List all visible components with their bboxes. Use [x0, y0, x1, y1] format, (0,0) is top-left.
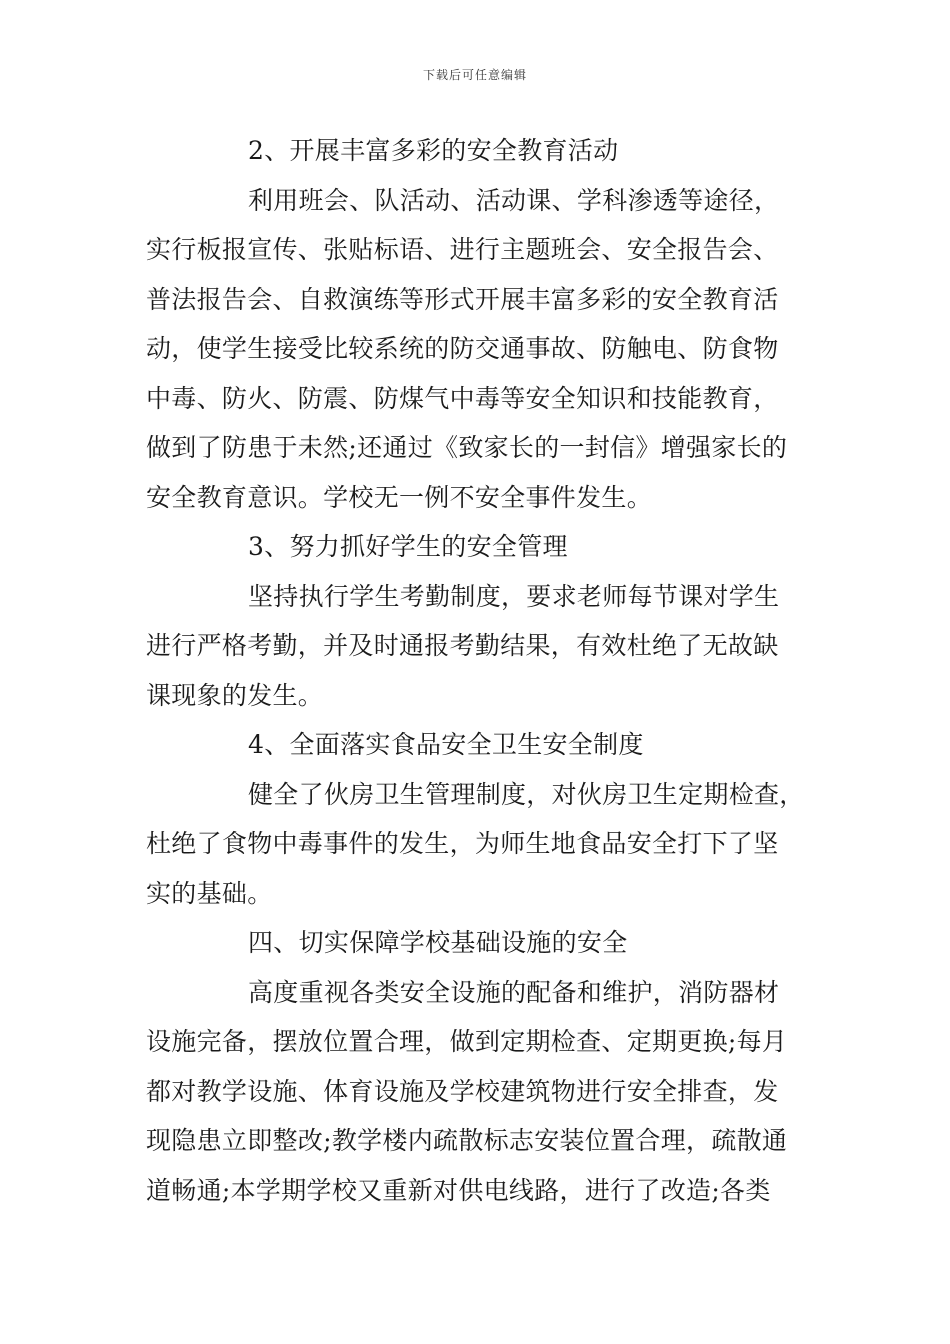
paragraph-line: 杜绝了食物中毒事件的发生，为师生地食品安全打下了坚 [146, 829, 779, 858]
paragraph-line: 道畅通;本学期学校又重新对供电线路，进行了改造;各类 [146, 1175, 771, 1205]
paragraph-line: 现隐患立即整改;教学楼内疏散标志安装位置合理，疏散通 [146, 1126, 788, 1155]
paragraph-line: 课现象的发生。 [146, 680, 324, 710]
page-header: 下载后可任意编辑 [422, 68, 527, 82]
paragraph-line: 做到了防患于未然;还通过《致家长的一封信》增强家长的 [146, 433, 788, 462]
paragraph-line: 安全教育意识。学校无一例不安全事件发生。 [146, 482, 653, 512]
paragraph-line: 中毒、防火、防震、防煤气中毒等安全知识和技能教育， [146, 383, 779, 413]
section-heading-3: 3、努力抓好学生的安全管理 [248, 532, 568, 561]
paragraph-line: 设施完备，摆放位置合理，做到定期检查、定期更换;每月 [146, 1027, 788, 1056]
document-body [146, 126, 808, 1215]
paragraph-line: 都对教学设施、体育设施及学校建筑物进行安全排查，发 [146, 1076, 779, 1106]
paragraph-line: 利用班会、队活动、活动课、学科渗透等途径， [248, 185, 780, 215]
paragraph-line: 坚持执行学生考勤制度，要求老师每节课对学生 [248, 581, 780, 611]
paragraph-line: 实的基础。 [146, 878, 273, 908]
section-heading-2: 2、开展丰富多彩的安全教育活动 [248, 136, 619, 165]
paragraph-line: 实行板报宣传、张贴标语、进行主题班会、安全报告会、 [146, 235, 779, 264]
section-heading-four: 四、切实保障学校基础设施的安全 [248, 928, 628, 957]
paragraph-line: 健全了伙房卫生管理制度，对伙房卫生定期检查， [248, 779, 805, 809]
section-heading-4: 4、全面落实食品安全卫生安全制度 [248, 730, 644, 759]
paragraph-line: 进行严格考勤，并及时通报考勤结果，有效杜绝了无故缺 [146, 631, 779, 660]
paragraph-line: 动，使学生接受比较系统的防交通事故、防触电、防食物 [146, 334, 779, 363]
paragraph-line: 普法报告会、自救演练等形式开展丰富多彩的安全教育活 [146, 284, 779, 314]
paragraph-line: 高度重视各类安全设施的配备和维护，消防器材 [248, 977, 780, 1007]
